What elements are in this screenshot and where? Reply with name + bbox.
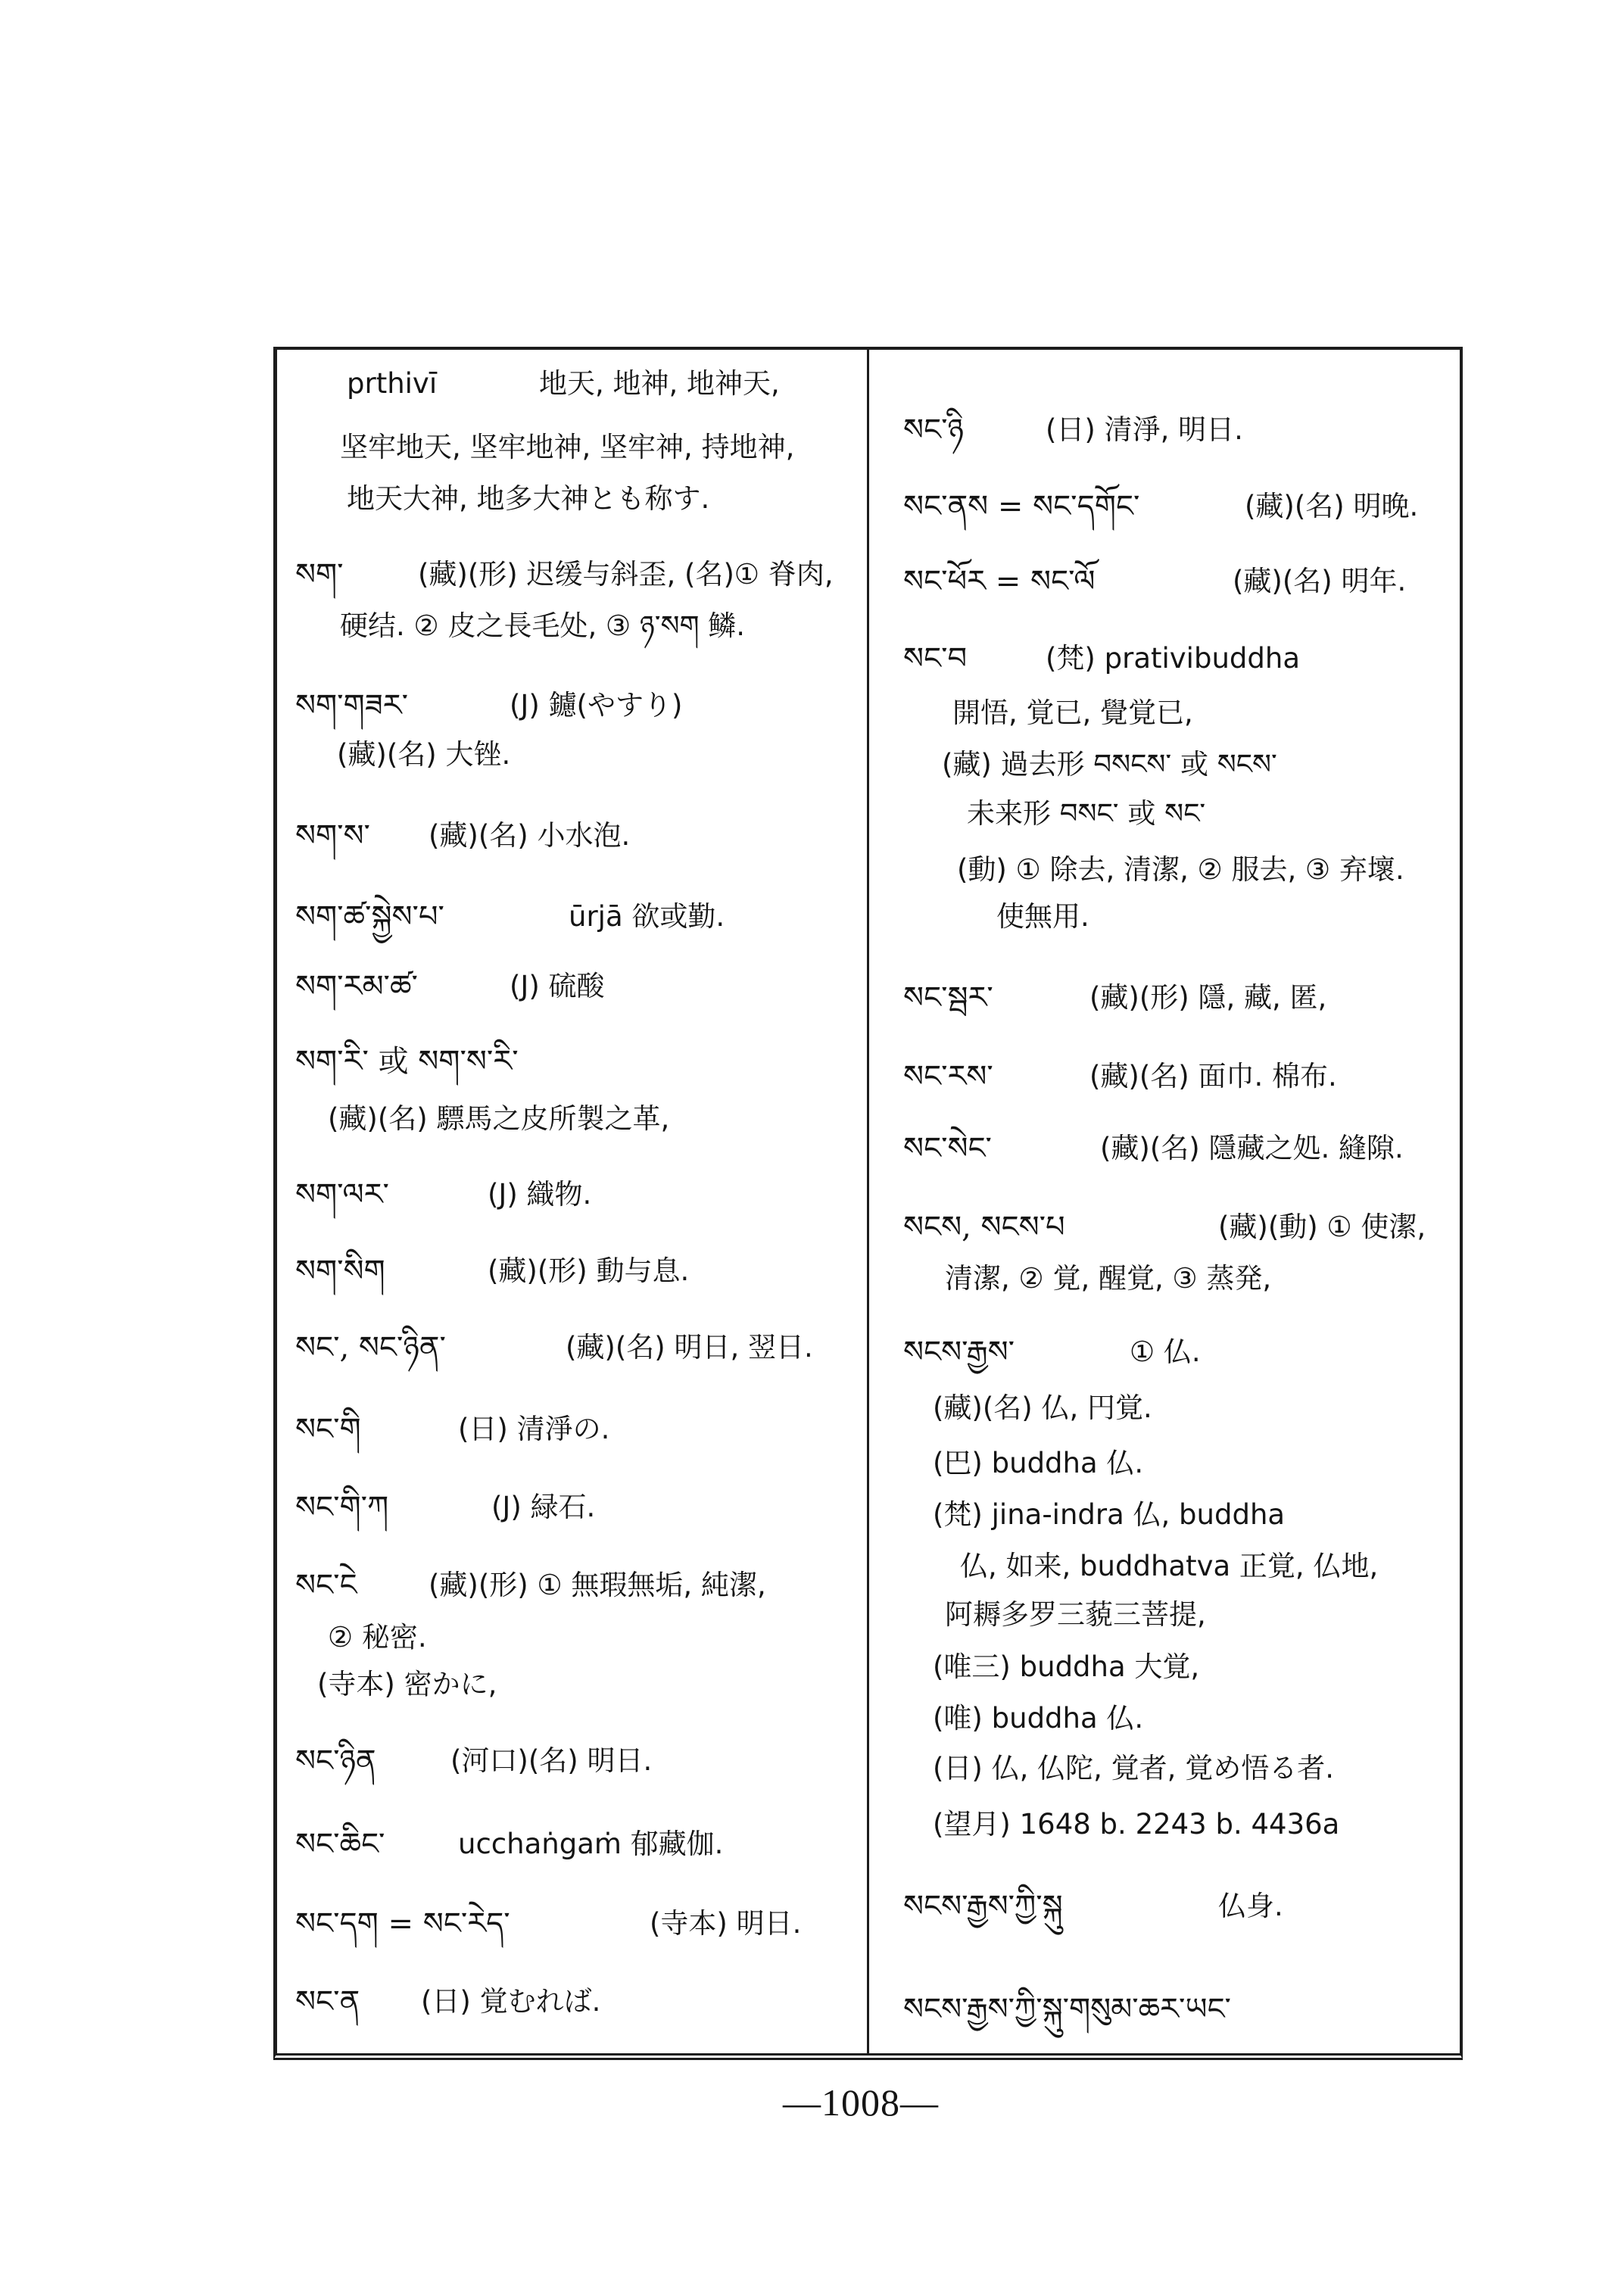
entry-definition: (河口)(名) 明日. (450, 1744, 653, 1777)
entry-term: སང་ངེ (295, 1568, 357, 1603)
entry-term: སང་ཉིན (295, 1744, 376, 1778)
entry-continuation: (動) ① 除去, 清潔, ② 服去, ③ 弃壞. (957, 853, 1404, 886)
entry-definition: (日) 覚むれば. (421, 1985, 601, 2018)
entry-definition: 地天, 地神, 地神天, (539, 367, 780, 400)
entry-continuation: (日) 仏, 仏陀, 覚者, 覚め悟る者. (933, 1752, 1334, 1784)
entry-continuation: (望月) 1648 b. 2243 b. 4436a (933, 1808, 1340, 1840)
entry-term: སང་དག = སང་རེད་ (295, 1906, 510, 1941)
entry-term: སང་ཉི (903, 413, 964, 447)
entry-definition: (藏)(名) 明晚. (1245, 490, 1419, 522)
entry-term: སང་རས་ (903, 1059, 993, 1094)
entry-continuation: (藏)(名) 仏, 円覚. (933, 1392, 1152, 1424)
entry-definition: ① 仏. (1130, 1336, 1201, 1368)
entry-continuation: (梵) jina-indra 仏, buddha (933, 1498, 1286, 1531)
entry-continuation: (寺本) 密かに, (317, 1668, 497, 1700)
entry-term: སག་སིག (295, 1254, 385, 1289)
entry-continuation: (藏)(名) 大锉. (337, 738, 511, 771)
entry-definition: 仏身. (1218, 1890, 1283, 1922)
entry-definition: (藏)(形) 隱, 藏, 匿, (1089, 981, 1327, 1014)
right-column (871, 350, 1460, 2050)
entry-definition: (J) 緑石. (491, 1491, 596, 1523)
entry-term: སངས་རྒྱས་ (903, 1335, 1015, 1370)
entry-definition: (J) 硫酸 (510, 970, 605, 1002)
entry-term: སག་ཚ་སྐྱེས་པ་ (295, 899, 444, 934)
entry-definition: ūrjā 欲或勤. (569, 900, 725, 933)
entry-term: prthivī (347, 367, 438, 400)
entry-term: སག་རི་ 或 སག་ས་རི་ (295, 1044, 519, 1079)
entry-term: སང་ཆིང་ (295, 1827, 385, 1862)
entry-continuation: (藏)(名) 驃馬之皮所製之革, (328, 1102, 670, 1135)
entry-definition: (藏)(名) 隱藏之処. 縫隙. (1100, 1132, 1404, 1164)
entry-term: སང་, སང་ཉིན་ (295, 1330, 446, 1365)
entry-continuation: 地天大神, 地多大神とも称す. (347, 482, 710, 515)
entry-term: སང་ན (295, 1984, 360, 2019)
entry-term: སང་གི (295, 1412, 361, 1447)
entry-term: སག་ལར་ (295, 1177, 389, 1212)
entry-continuation: (巴) buddha 仏. (933, 1447, 1144, 1479)
entry-continuation: 使無用. (996, 900, 1089, 933)
entry-continuation: (唯) buddha 仏. (933, 1702, 1144, 1735)
entry-term: སངས་རྒྱས་ཀྱི་སྐུ་གསུམ་ཆར་ཡང་ (903, 1992, 1231, 2027)
entry-term: སག་ས་ (295, 818, 370, 853)
entry-term: སང་སྦར་ (903, 980, 993, 1015)
entry-definition: (藏)(形) 動与息. (488, 1255, 690, 1287)
entry-term: སངས, སངས་པ (903, 1210, 1065, 1245)
entry-definition: (寺本) 明日. (650, 1907, 802, 1940)
entry-term: སག་གཟར་ (295, 688, 408, 723)
entry-term: སངས་རྒྱས་ཀྱི་སྐུ (903, 1889, 1063, 1924)
entry-continuation: 阿耨多罗三藐三菩提, (945, 1598, 1206, 1631)
entry-definition: (藏)(形) ① 無瑕無垢, 純潔, (429, 1569, 766, 1601)
entry-continuation: (唯三) buddha 大覚, (933, 1650, 1200, 1683)
entry-definition: (日) 清淨の. (458, 1413, 610, 1445)
left-column (278, 350, 867, 2050)
entry-definition: (藏)(名) 明日, 翌日. (566, 1331, 813, 1364)
entry-definition: (藏)(名) 面巾. 棉布. (1089, 1060, 1337, 1092)
entry-definition: (J) 鑢(やすり) (510, 689, 683, 722)
entry-definition: ucchaṅgaṁ 郁藏伽. (458, 1828, 724, 1860)
entry-continuation: 開悟, 覚已, 覺覚已, (952, 697, 1193, 729)
entry-term: སང་གི་ཀ (295, 1490, 389, 1525)
entry-definition: (藏)(動) ① 使潔, (1218, 1211, 1426, 1243)
entry-continuation: 未来形 བསང་ 或 སང་ (967, 797, 1206, 830)
entry-continuation: (藏) 過去形 བསངས་ 或 སངས་ (942, 748, 1277, 781)
entry-continuation: 清潔, ② 覚, 醒覚, ③ 蒸発, (945, 1262, 1272, 1295)
entry-term: སང་སེང་ (903, 1131, 992, 1166)
entry-continuation: 仏, 如来, buddhatva 正覚, 仏地, (960, 1550, 1379, 1582)
entry-continuation: ② 秘密. (328, 1621, 427, 1653)
entry-definition: (梵) prativibuddha (1046, 642, 1300, 675)
entry-term: སག་རམ་ཚ་ (295, 969, 418, 1004)
entry-term: སང་ནས = སང་དགོང་ (903, 489, 1140, 524)
entry-definition: (藏)(形) 迟缓与斜歪, (名)① 脊肉, (418, 558, 834, 591)
page-number: —1008— (783, 2081, 939, 2124)
entry-definition: (J) 織物. (488, 1178, 592, 1211)
entry-continuation: 坚牢地天, 坚牢地神, 坚牢神, 持地神, (340, 431, 795, 463)
entry-continuation: 硬结. ② 皮之長毛处, ③ ཉ་སག 鳞. (340, 609, 746, 642)
entry-term: སག་ (295, 557, 344, 592)
entry-definition: (藏)(名) 小水泡. (429, 819, 631, 852)
entry-term: སང་ཕོར = སང་ལོ (903, 564, 1096, 599)
entry-term: སང་བ (903, 641, 968, 676)
entry-definition: (藏)(名) 明年. (1233, 565, 1407, 597)
entry-definition: (日) 清淨, 明日. (1046, 413, 1243, 446)
column-divider (867, 348, 869, 2056)
